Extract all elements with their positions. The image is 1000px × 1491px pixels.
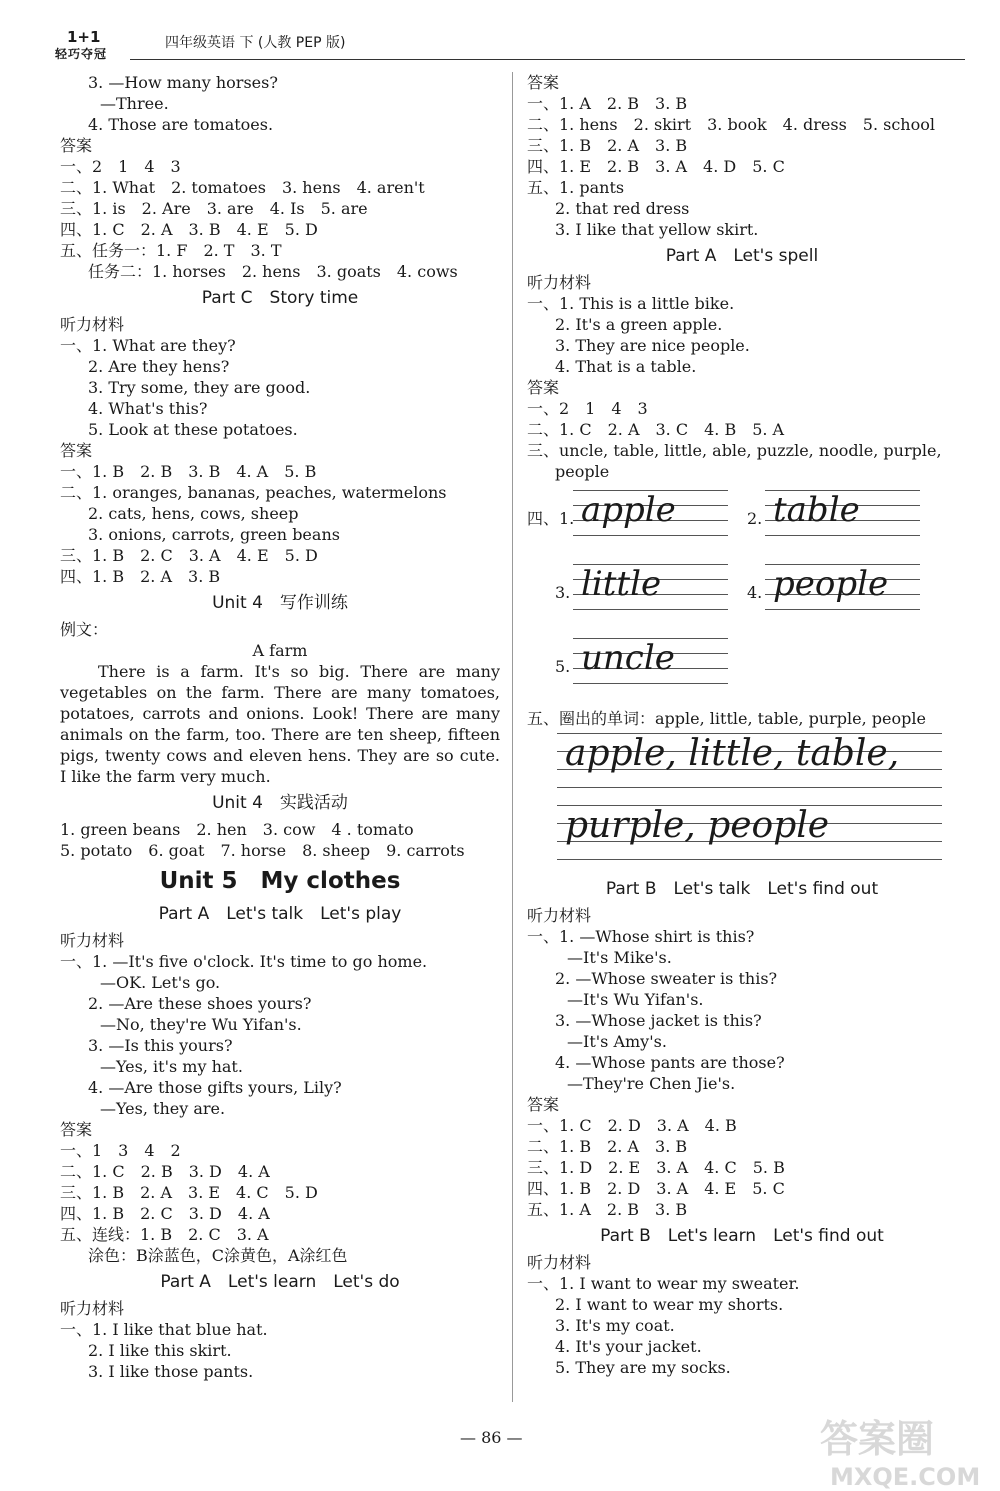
answer-line: 三、1. is 2. Are 3. are 4. Is 5. are (60, 199, 368, 218)
answer-line: 三、1. B 2. A 3. E 4. C 5. D (60, 1183, 318, 1202)
handwriting-box (573, 562, 728, 612)
handwritten-word: table (773, 490, 860, 530)
listening-line: 5. Look at these potatoes. (88, 420, 298, 439)
essay-body: There is a farm. It's so big. There are many vegetables on the farm. There are many tomatoes, potatoes, carrots and onions. Look! There are many animals on the farm, too. There are ten sheep, fifteen pigs, twenty cows and eleven hens. They are so cute. I like the farm very much. (60, 662, 500, 786)
answer-line: 三、1. B 2. A 3. B (527, 136, 688, 155)
listening-label: 听力材料 (60, 931, 125, 950)
header-rule (130, 59, 965, 60)
handwriting-box (765, 562, 920, 612)
item-label: 3. (555, 583, 571, 602)
unit-title: Unit 5 My clothes (159, 868, 401, 894)
listening-label: 听力材料 (60, 1299, 125, 1318)
answer-line: 三、1. D 2. E 3. A 4. C 5. B (527, 1158, 785, 1177)
listening-line: 2. It's a green apple. (555, 315, 723, 334)
circled-words-line: 五、圈出的单词：apple, little, table, purple, people (527, 709, 926, 728)
answer-line: 三、uncle, table, little, able, puzzle, noodle, purple, (527, 441, 942, 460)
answer-line: 二、1. What 2. tomatoes 3. hens 4. aren't (60, 178, 425, 197)
listening-line: 一、1. This is a little bike. (527, 294, 735, 313)
answer-line: 一、2 1 4 3 (60, 157, 181, 176)
handwriting-box (557, 729, 942, 801)
page-header (55, 28, 965, 62)
listening-line: —It's Amy's. (567, 1032, 667, 1051)
handwriting-box (573, 488, 728, 538)
item-label: 四、1. (527, 509, 575, 528)
listening-line: 3. They are nice people. (555, 336, 750, 355)
answer-label: 答案 (527, 378, 560, 397)
answer-line: 3. onions, carrots, green beans (88, 525, 340, 544)
text-line: 3. —How many horses? (88, 73, 278, 92)
section-title: Unit 4 实践活动 (212, 793, 348, 813)
listening-line: 3. It's my coat. (555, 1316, 675, 1335)
answer-line: 四、1. B 2. C 3. D 4. A (60, 1204, 270, 1223)
handwritten-words: apple, little, table, (565, 733, 900, 774)
section-title: Unit 4 写作训练 (212, 593, 348, 613)
answer-line: 2. cats, hens, cows, sheep (88, 504, 299, 523)
handwriting-box (557, 801, 942, 873)
listening-line: 4. —Whose pants are those? (555, 1053, 785, 1072)
logo-mark: 1+1 (67, 28, 101, 46)
section-title: Part A Let's talk Let's play (158, 904, 402, 924)
listening-line: 4. It's your jacket. (555, 1337, 702, 1356)
handwriting-row (527, 636, 957, 702)
answer-line: 二、1. C 2. A 3. C 4. B 5. A (527, 420, 785, 439)
answer-line: 四、1. B 2. A 3. B (60, 567, 221, 586)
handwriting-row (527, 488, 957, 554)
listening-label: 听力材料 (60, 315, 125, 334)
listening-line: —It's Wu Yifan's. (567, 990, 704, 1009)
practice-line: 1. green beans 2. hen 3. cow 4 . tomato (60, 820, 414, 839)
answer-line: 四、1. B 2. D 3. A 4. E 5. C (527, 1179, 785, 1198)
listening-line: 3. I like those pants. (88, 1362, 254, 1381)
answer-line: 二、1. hens 2. skirt 3. book 4. dress 5. school (527, 115, 935, 134)
listening-line: 一、1. —Whose shirt is this? (527, 927, 755, 946)
listening-label: 听力材料 (527, 273, 592, 292)
section-title: Part B Let's talk Let's find out (605, 879, 879, 899)
answer-line: 五、1. A 2. B 3. B (527, 1200, 688, 1219)
listening-line: 一、1. I want to wear my sweater. (527, 1274, 800, 1293)
answer-line: 2. that red dress (555, 199, 690, 218)
answer-line: 二、1. B 2. A 3. B (527, 1137, 688, 1156)
listening-label: 听力材料 (527, 906, 592, 925)
answer-line: 三、1. B 2. C 3. A 4. E 5. D (60, 546, 318, 565)
brand-logo (55, 28, 127, 60)
listening-line: 2. I want to wear my shorts. (555, 1295, 784, 1314)
handwritten-word: apple (581, 490, 676, 530)
section-title: Part C Story time (201, 288, 359, 308)
answer-label: 答案 (60, 136, 93, 155)
answer-label: 答案 (527, 1095, 560, 1114)
listening-line: —Yes, they are. (100, 1099, 226, 1118)
listening-line: 3. Try some, they are good. (88, 378, 311, 397)
site-watermark (820, 1408, 980, 1491)
listening-line: 4. —Are those gifts yours, Lily? (88, 1078, 342, 1097)
answer-line: 涂色：B涂蓝色，C涂黄色，A涂红色 (88, 1246, 348, 1265)
answer-line: 一、1 3 4 2 (60, 1141, 181, 1160)
listening-line: —OK. Let's go. (100, 973, 221, 992)
item-label: 4. (747, 583, 763, 602)
listening-line: 一、1. —It's five o'clock. It's time to go home. (60, 952, 428, 971)
answer-label: 答案 (60, 1120, 93, 1139)
answer-line: 一、1. B 2. B 3. B 4. A 5. B (60, 462, 317, 481)
column-divider (512, 72, 513, 1402)
answer-line: 四、1. C 2. A 3. B 4. E 5. D (60, 220, 318, 239)
book-title: 四年级英语 下 (人教 PEP 版) (165, 35, 346, 51)
listening-line: 2. I like this skirt. (88, 1341, 232, 1360)
listening-line: 3. —Whose jacket is this? (555, 1011, 762, 1030)
watermark-logo: 答案圈 (820, 1417, 935, 1461)
listening-line: 2. Are they hens? (88, 357, 230, 376)
answer-line: 二、1. C 2. B 3. D 4. A (60, 1162, 270, 1181)
logo-text: 轻巧夺冠 (55, 47, 108, 61)
answer-line: 一、1. C 2. D 3. A 4. B (527, 1116, 737, 1135)
left-column (60, 72, 500, 1382)
right-column (527, 72, 957, 1378)
answer-line: 五、任务一：1. F 2. T 3. T (60, 241, 282, 260)
answer-line: people (555, 462, 610, 481)
item-label: 2. (747, 509, 763, 528)
answer-line: 四、1. E 2. B 3. A 4. D 5. C (527, 157, 785, 176)
practice-line: 5. potato 6. goat 7. horse 8. sheep 9. carrots (60, 841, 465, 860)
handwriting-box (573, 636, 728, 686)
handwritten-word: uncle (581, 638, 675, 678)
listening-line: 3. —Is this yours? (88, 1036, 233, 1055)
handwritten-words: purple, people (565, 805, 830, 846)
answer-line: 二、1. oranges, bananas, peaches, watermelons (60, 483, 447, 502)
watermark-url: MXQE.COM (830, 1463, 981, 1491)
handwritten-word: people (773, 564, 889, 604)
answer-line: 一、2 1 4 3 (527, 399, 648, 418)
listening-line: 5. They are my socks. (555, 1358, 731, 1377)
listening-line: 2. —Are these shoes yours? (88, 994, 312, 1013)
listening-line: —No, they're Wu Yifan's. (100, 1015, 302, 1034)
answer-line: 一、1. A 2. B 3. B (527, 94, 688, 113)
listening-line: —They're Chen Jie's. (567, 1074, 736, 1093)
essay-title: A farm (252, 641, 308, 660)
listening-line: 4. What's this? (88, 399, 208, 418)
answer-label: 答案 (527, 73, 560, 92)
handwritten-word: little (581, 564, 662, 604)
example-label: 例文： (60, 620, 109, 639)
listening-line: 4. That is a table. (555, 357, 697, 376)
section-title: Part A Let's learn Let's do (160, 1272, 400, 1292)
listening-line: 一、1. What are they? (60, 336, 236, 355)
listening-line: 一、1. I like that blue hat. (60, 1320, 268, 1339)
handwriting-box (765, 488, 920, 538)
answer-line: 五、1. pants (527, 178, 625, 197)
listening-label: 听力材料 (527, 1253, 592, 1272)
handwriting-row (527, 562, 957, 628)
listening-line: —Yes, it's my hat. (100, 1057, 243, 1076)
answer-line: 任务二：1. horses 2. hens 3. goats 4. cows (88, 262, 458, 281)
listening-line: 2. —Whose sweater is this? (555, 969, 778, 988)
answer-line: 3. I like that yellow skirt. (555, 220, 759, 239)
item-label: 5. (555, 657, 571, 676)
text-line: 4. Those are tomatoes. (88, 115, 274, 134)
answer-label: 答案 (60, 441, 93, 460)
section-title: Part A Let's spell (665, 246, 819, 266)
answer-line: 五、连线：1. B 2. C 3. A (60, 1225, 269, 1244)
section-title: Part B Let's learn Let's find out (600, 1226, 884, 1246)
listening-line: —It's Mike's. (567, 948, 672, 967)
text-line: —Three. (100, 94, 169, 113)
page-number: — 86 — (460, 1428, 523, 1447)
